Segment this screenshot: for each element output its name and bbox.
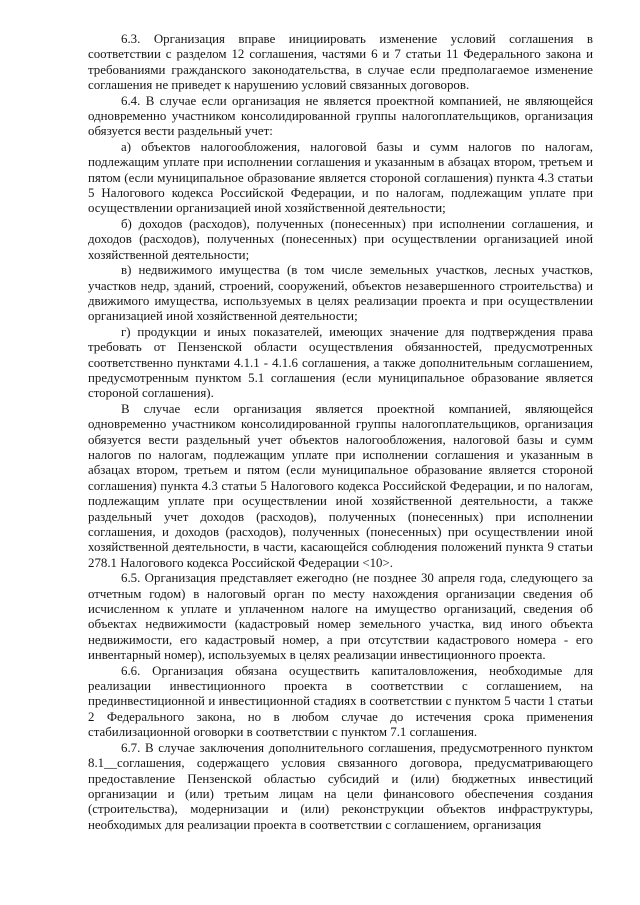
paragraph-6-7: 6.7. В случае заключения дополнительного соглашения, предусмотренного пунктом 8.1__соглашения, содержащего условия связанного договора, предусматривающего предоставление Пензенской областью субсидий и (или) бюджетных инвестиций организации и (или) третьим лицам на цели финансового обеспечения создания (строительства), модернизации и (или) реконструкции объектов инфраструктуры, необходимых для реализации проекта в соответствии с соглашением, организация	[88, 740, 593, 832]
paragraph-6-5: 6.5. Организация представляет ежегодно (не позднее 30 апреля года, следующего за отчетным годом) в налоговый орган по месту нахождения организации сведения об исчисленном к уплате и уплаченном налоге на имущество организаций, сведения об объектах недвижимости (кадастровый номер земельного участка, вид иного объекта недвижимости, его кадастровый номер, а при отсутствии кадастрового номера - его инвентарный номер), используемых в целях реализации инвестиционного проекта.	[88, 571, 593, 663]
paragraph-6-4-v: в) недвижимого имущества (в том числе земельных участков, лесных участков, участков недр, зданий, строений, сооружений, объектов незавершенного строительства) и движимого имущества, используемых в целях реализации проекта и при осуществлении организацией иной хозяйственной деятельности;	[88, 263, 593, 324]
document-body	[88, 32, 593, 833]
paragraph-6-4: 6.4. В случае если организация не является проектной компанией, не являющейся одновременно участником консолидированной группы налогоплательщиков, организация обязуется вести раздельный учет:	[88, 93, 593, 139]
paragraph-6-4-a: а) объектов налогообложения, налоговой базы и сумм налогов по налогам, подлежащим уплате при исполнении соглашения и указанным в абзацах втором, третьем и пятом (если муниципальное образование является стороной соглашения) пункта 4.3 статьи 5 Налогового кодекса Российской Федерации, и по налогам, подлежащим уплате при осуществлении организацией иной хозяйственной деятельности;	[88, 139, 593, 216]
paragraph-6-6: 6.6. Организация обязана осуществить капиталовложения, необходимые для реализации инвестиционного проекта в соответствии с соглашением, на прединвестиционной и инвестиционной стадиях в соответствии с пунктом 5 части 1 статьи 2 Федерального закона, но в любом случае до истечения срока применения стабилизационной оговорки в соответствии с пунктом 7.1 соглашения.	[88, 663, 593, 740]
paragraph-6-4-project-company: В случае если организация является проектной компанией, являющейся одновременно участником консолидированной группы налогоплательщиков, организация обязуется вести раздельный учет объектов налогообложения, налоговой базы и сумм налогов по налогам, подлежащим уплате при исполнении соглашения и указанным в абзацах втором, третьем и пятом (если муниципальное образование является стороной соглашения) пункта 4.3 статьи 5 Налогового кодекса Российской Федерации, и по налогам, подлежащим уплате при осуществлении иной хозяйственной деятельности, а также раздельный учет доходов (расходов), полученных (понесенных) при исполнении соглашения, и доходов (расходов), полученных (понесенных) при осуществлении иной хозяйственной деятельности, в части, касающейся соблюдения положений пункта 9 статьи 278.1 Налогового кодекса Российской Федерации <10>.	[88, 401, 593, 570]
paragraph-6-4-b: б) доходов (расходов), полученных (понесенных) при исполнении соглашения, и доходов (расходов), полученных (понесенных) при осуществлении организацией иной хозяйственной деятельности;	[88, 216, 593, 262]
paragraph-6-4-g: г) продукции и иных показателей, имеющих значение для подтверждения права требовать от Пензенской области осуществления обязанностей, предусмотренных соответственно пунктами 4.1.1 - 4.1.6 соглашения, а также дополнительным соглашением, предусмотренным пунктом 5.1 соглашения (если муниципальное образование является стороной соглашения).	[88, 324, 593, 401]
paragraph-6-3: 6.3. Организация вправе инициировать изменение условий соглашения в соответствии с разделом 12 соглашения, частями 6 и 7 статьи 11 Федерального закона и требованиями гражданского законодательства, в случае если предполагаемое изменение соглашения не приведет к нарушению условий связанных договоров.	[88, 32, 593, 93]
